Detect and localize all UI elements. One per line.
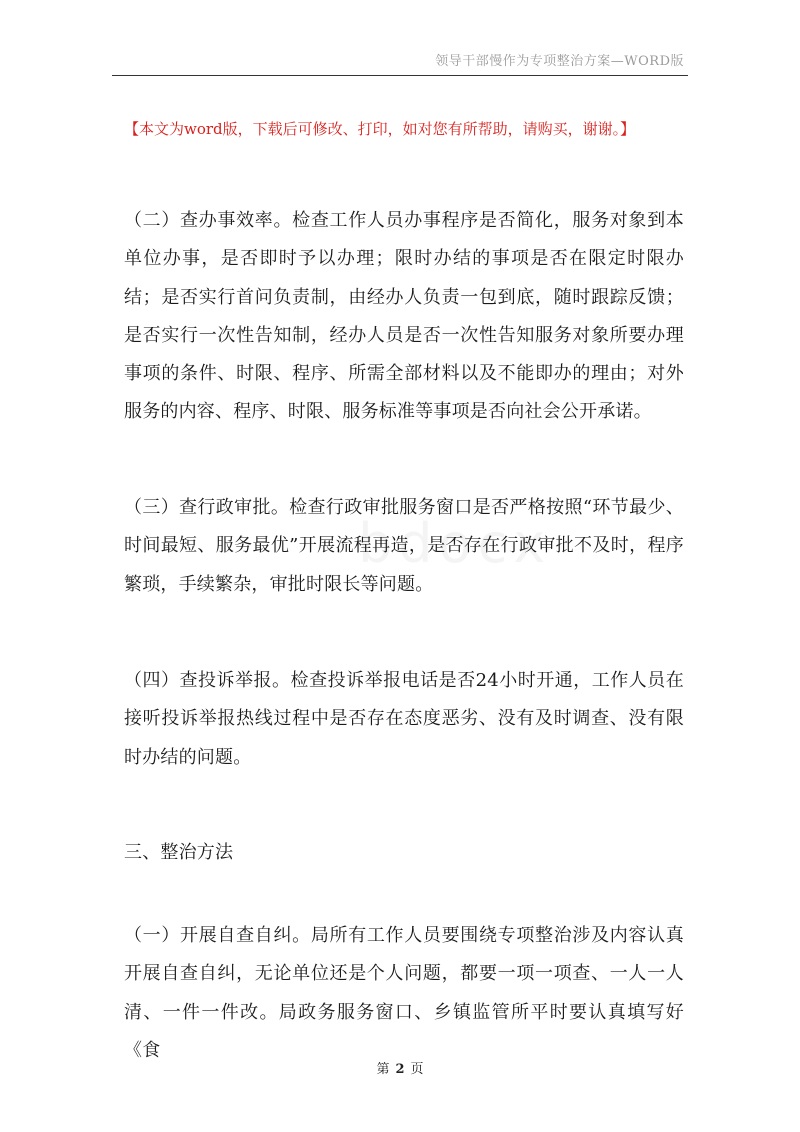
footer-prefix: 第 bbox=[376, 1062, 390, 1077]
page-header bbox=[0, 50, 800, 76]
paragraph-approval-check: （三）查行政审批。检查行政审批服务窗口是否严格按照“环节最少、时间最短、服务最优”开展流程再造，是否存在行政审批不及时，程序繁琐，手续繁杂，审批时限长等问题。 bbox=[124, 497, 684, 595]
page-number: 2 bbox=[395, 1062, 405, 1077]
paragraph-complaint-check: （四）查投诉举报。检查投诉举报电话是否24小时开通，工作人员在接听投诉举报热线过程中是否存在态度恶劣、没有及时调查、没有限时办结的问题。 bbox=[124, 670, 684, 768]
header-divider bbox=[112, 75, 688, 76]
purchase-notice: 【本文为word版，下载后可修改、打印，如对您有所帮助，请购买，谢谢。】 bbox=[124, 120, 636, 138]
page-footer bbox=[0, 1058, 800, 1077]
section-heading-methods: 三、整治方法 bbox=[124, 842, 234, 863]
paragraph-self-inspection: （一）开展自查自纠。局所有工作人员要围绕专项整治涉及内容认真开展自查自纠，无论单位还是个人问题，都要一项一项查、一人一人清、一件一件改。局政务服务窗口、乡镇监管所平时要认真填写好《食 bbox=[124, 925, 684, 1061]
paragraph-efficiency-check: （二）查办事效率。检查工作人员办事程序是否简化，服务对象到本单位办事，是否即时予以办理；限时办结的事项是否在限定时限办结；是否实行首问负责制，由经办人负责一包到底，随时跟踪反馈；是否实行一次性告知制，经办人员是否一次性告知服务对象所要办理事项的条件、时限、程序、所需全部材料以及不能即办的理由；对外服务的内容、程序、时限、服务标准等事项是否向社会公开承诺。 bbox=[124, 210, 684, 423]
footer-suffix: 页 bbox=[410, 1062, 424, 1077]
header-title: 领导干部慢作为专项整治方案—WORD版 bbox=[435, 54, 684, 69]
